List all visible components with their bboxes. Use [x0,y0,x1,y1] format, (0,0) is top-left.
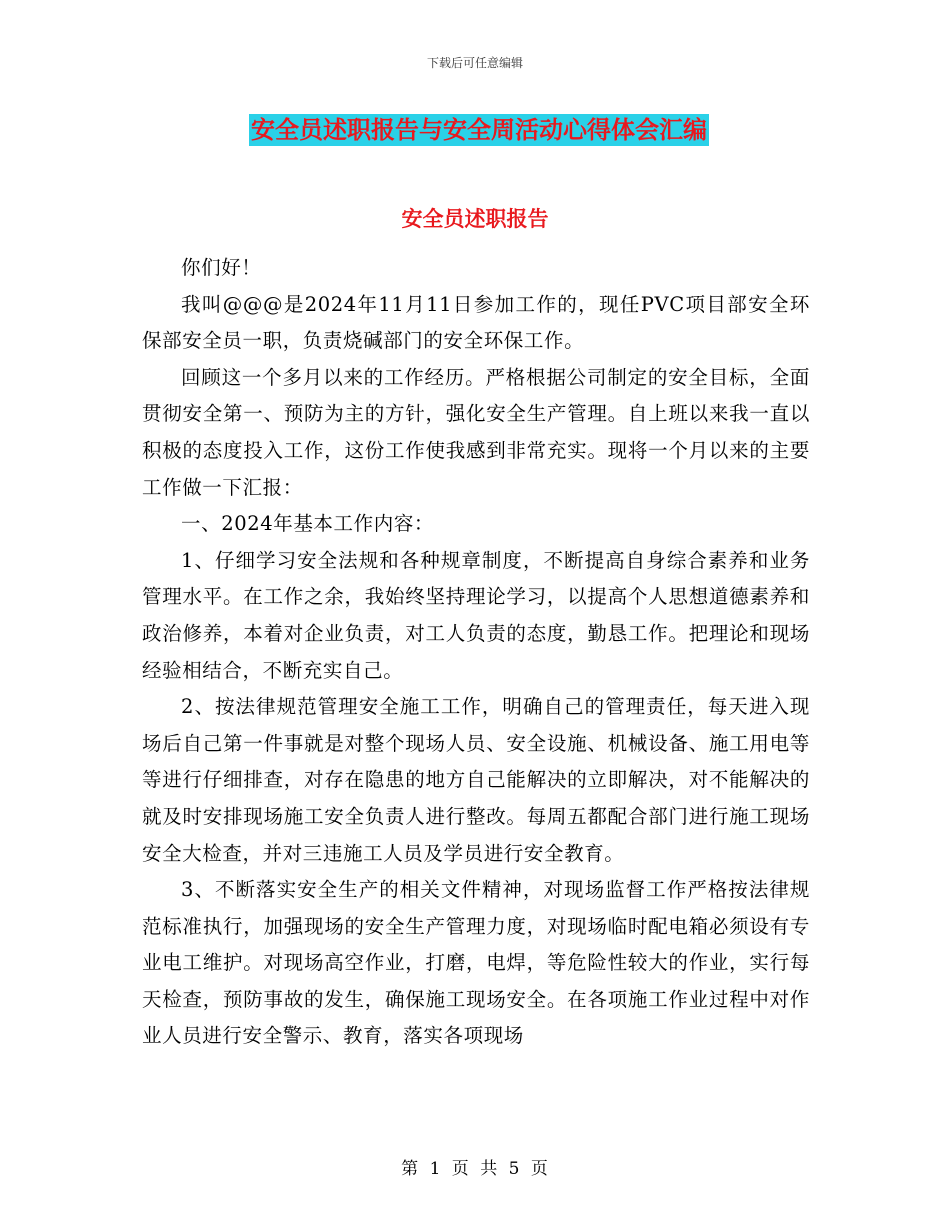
page-number-footer: 第 1 页 共 5 页 [401,1159,549,1179]
paragraph-item-2: 2、按法律规范管理安全施工工作，明确自己的管理责任，每天进入现场后自己第一件事就是对整个现场人员、安全设施、机械设备、施工用电等等进行仔细排查，对存在隐患的地方自己能解决的立即解决，对不能解决的就及时安排现场施工安全负责人进行整改。每周五都配合部门进行施工现场安全大检查，并对三违施工人员及学员进行安全教育。 [142,695,810,865]
paragraph-greeting: 你们好！ [181,256,262,279]
paragraph-review: 回顾这一个多月以来的工作经历。严格根据公司制定的安全目标，全面贯彻安全第一、预防为主的方针，强化安全生产管理。自上班以来我一直以积极的态度投入工作，这份工作使我感到非常充实。现将一个月以来的主要工作做一下汇报： [142,365,810,499]
document-body [142,250,810,1055]
document-title: 安全员述职报告与安全周活动心得体会汇编 [251,115,707,144]
paragraph-item-1: 1、仔细学习安全法规和各种规章制度，不断提高自身综合素养和业务管理水平。在工作之余，我始终坚持理论学习，以提高个人思想道德素养和政治修养，本着对企业负责，对工人负责的态度，勤恳工作。把理论和现场经验相结合，不断充实自己。 [142,548,810,682]
paragraph-introduction: 我叫@@@是2024年11月11日参加工作的，现任PVC项目部安全环保部安全员一职，负责烧碱部门的安全环保工作。 [142,292,810,353]
paragraph-heading-basic-work: 一、2024年基本工作内容： [181,512,435,536]
header-note: 下载后可任意编辑 [426,56,523,70]
paragraph-item-3: 3、不断落实安全生产的相关文件精神，对现场监督工作严格按法律规范标准执行，加强现场的安全生产管理力度，对现场临时配电箱必须设有专业电工维护。对现场高空作业，打磨，电焊，等危险性较大的作业，实行每天检查，预防事故的发生，确保施工现场安全。在各项施工作业过程中对作业人员进行安全警示、教育，落实各项现场 [142,878,810,1048]
section-title: 安全员述职报告 [401,206,549,231]
